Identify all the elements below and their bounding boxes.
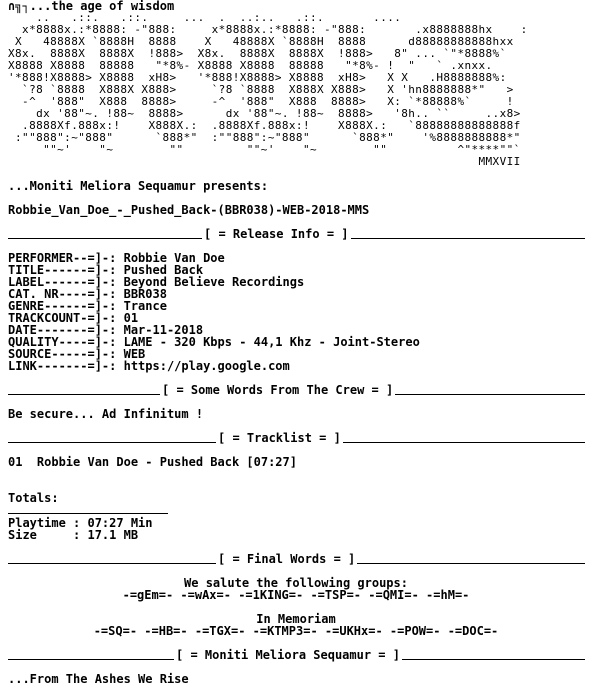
release-name: Robbie_Van_Doe_-_Pushed_Back-(BBR038)-WEB-2018-MMS: [8, 203, 370, 217]
ascii-art-line: `?8 `8888 X888X X888> `?8 `8888 X888X X888> X 'hn8888888*" >: [8, 83, 514, 96]
info-row-source: SOURCE-----=]-: WEB: [8, 347, 146, 361]
info-row-link: LINK-------=]-: https://play.google.com: [8, 359, 290, 373]
info-row-date: DATE-------=]-: Mar-11-2018: [8, 323, 204, 337]
salute-heading: We salute the following groups:: [184, 576, 408, 590]
intro-line: ∩╗┐...the age of wisdom: [8, 0, 175, 13]
totals-size: Size : 17.1 MB: [8, 528, 139, 542]
info-row-performer: PERFORMER--=]-: Robbie Van Doe: [8, 251, 225, 265]
ascii-art-line: X8x. 8888X 8888X !888> X8x. 8888X 8888X !888> 8" ... `"*8888%`: [8, 47, 514, 60]
memoriam-groups: -=SQ=- -=HB=- -=TGX=- -=KTMP3=- -=UKHx=- -=POW=- -=DOC=-: [93, 624, 499, 638]
totals-label: Totals:: [8, 491, 59, 505]
ascii-art-line: -^ '888" X888 8888> -^ '888" X888 8888> X: `*88888%` !: [8, 95, 514, 108]
ascii-art-line: .8888Xf.888x:! X888X.: .8888Xf.888x:! X888X.: `88888888888888f: [8, 119, 528, 132]
totals-playtime: Playtime : 07:27 Min: [8, 516, 153, 530]
info-row-trackcount: TRACKCOUNT-=]-: 01: [8, 311, 139, 325]
ascii-art-line: X 48888X `8888H 8888 X 48888X `8888H 8888 d88888888888hxx: [8, 35, 521, 48]
ascii-art-line: :""888":~"888" `888*" :""888":~"888" `888*" '%8888888888*": [8, 131, 535, 144]
ascii-art-year: MMXVII: [8, 155, 521, 168]
info-row-label: LABEL------=]-: Beyond Believe Recordings: [8, 275, 305, 289]
ascii-art-line: X8888 X8888 88888 "*8%- X8888 X8888 88888 "*8%- ! " ` .xnxx.: [8, 59, 507, 72]
ascii-art-line: dx '88"~. !88~ 8888> dx '88"~. !88~ 8888> '8h.. `` ..x8>: [8, 107, 521, 120]
salute-groups: -=gEm=- -=wAx=- -=1KING=- -=TSP=- -=QMI=- -=hM=-: [122, 588, 470, 602]
final-words-heading: [ = Final Words = ]: [8, 553, 585, 565]
ascii-art-line: .. .::. .::. ... . ..:.. .::. ....: [8, 11, 500, 24]
closing-line: ...From The Ashes We Rise: [8, 672, 189, 686]
ascii-art-line: '*888!X8888> X8888 xH8> '*888!X8888> X8888 xH8> X X .H8888888%:: [8, 71, 507, 84]
info-row-quality: QUALITY----=]-: LAME - 320 Kbps - 44,1 Khz - Joint-Stereo: [8, 335, 420, 349]
footer-heading: [ = Moniti Meliora Sequamur = ]: [8, 649, 585, 661]
ascii-art-line: x*8888x.:*8888: -"888: x*8888x.:*8888: -"888: .x8888888hx :: [8, 23, 528, 36]
track-row: 01 Robbie Van Doe - Pushed Back [07:27]: [8, 455, 297, 469]
info-row-catalog: CAT. NR----=]-: BBR038: [8, 287, 167, 301]
ascii-art-line: ""~' "~ "" ""~' "~ "" ^"****""`: [8, 143, 535, 156]
info-row-title: TITLE------=]-: Pushed Back: [8, 263, 204, 277]
release-info-heading: [ = Release Info = ]: [8, 228, 585, 240]
presents-line: ...Moniti Meliora Sequamur presents:: [8, 179, 269, 193]
crew-text: Be secure... Ad Infinitum !: [8, 407, 204, 421]
crew-heading: [ = Some Words From The Crew = ]: [8, 384, 585, 396]
memoriam-heading: In Memoriam: [256, 612, 336, 626]
totals-underline: [8, 504, 168, 514]
info-row-genre: GENRE------=]-: Trance: [8, 299, 167, 313]
tracklist-heading: [ = Tracklist = ]: [8, 432, 585, 444]
